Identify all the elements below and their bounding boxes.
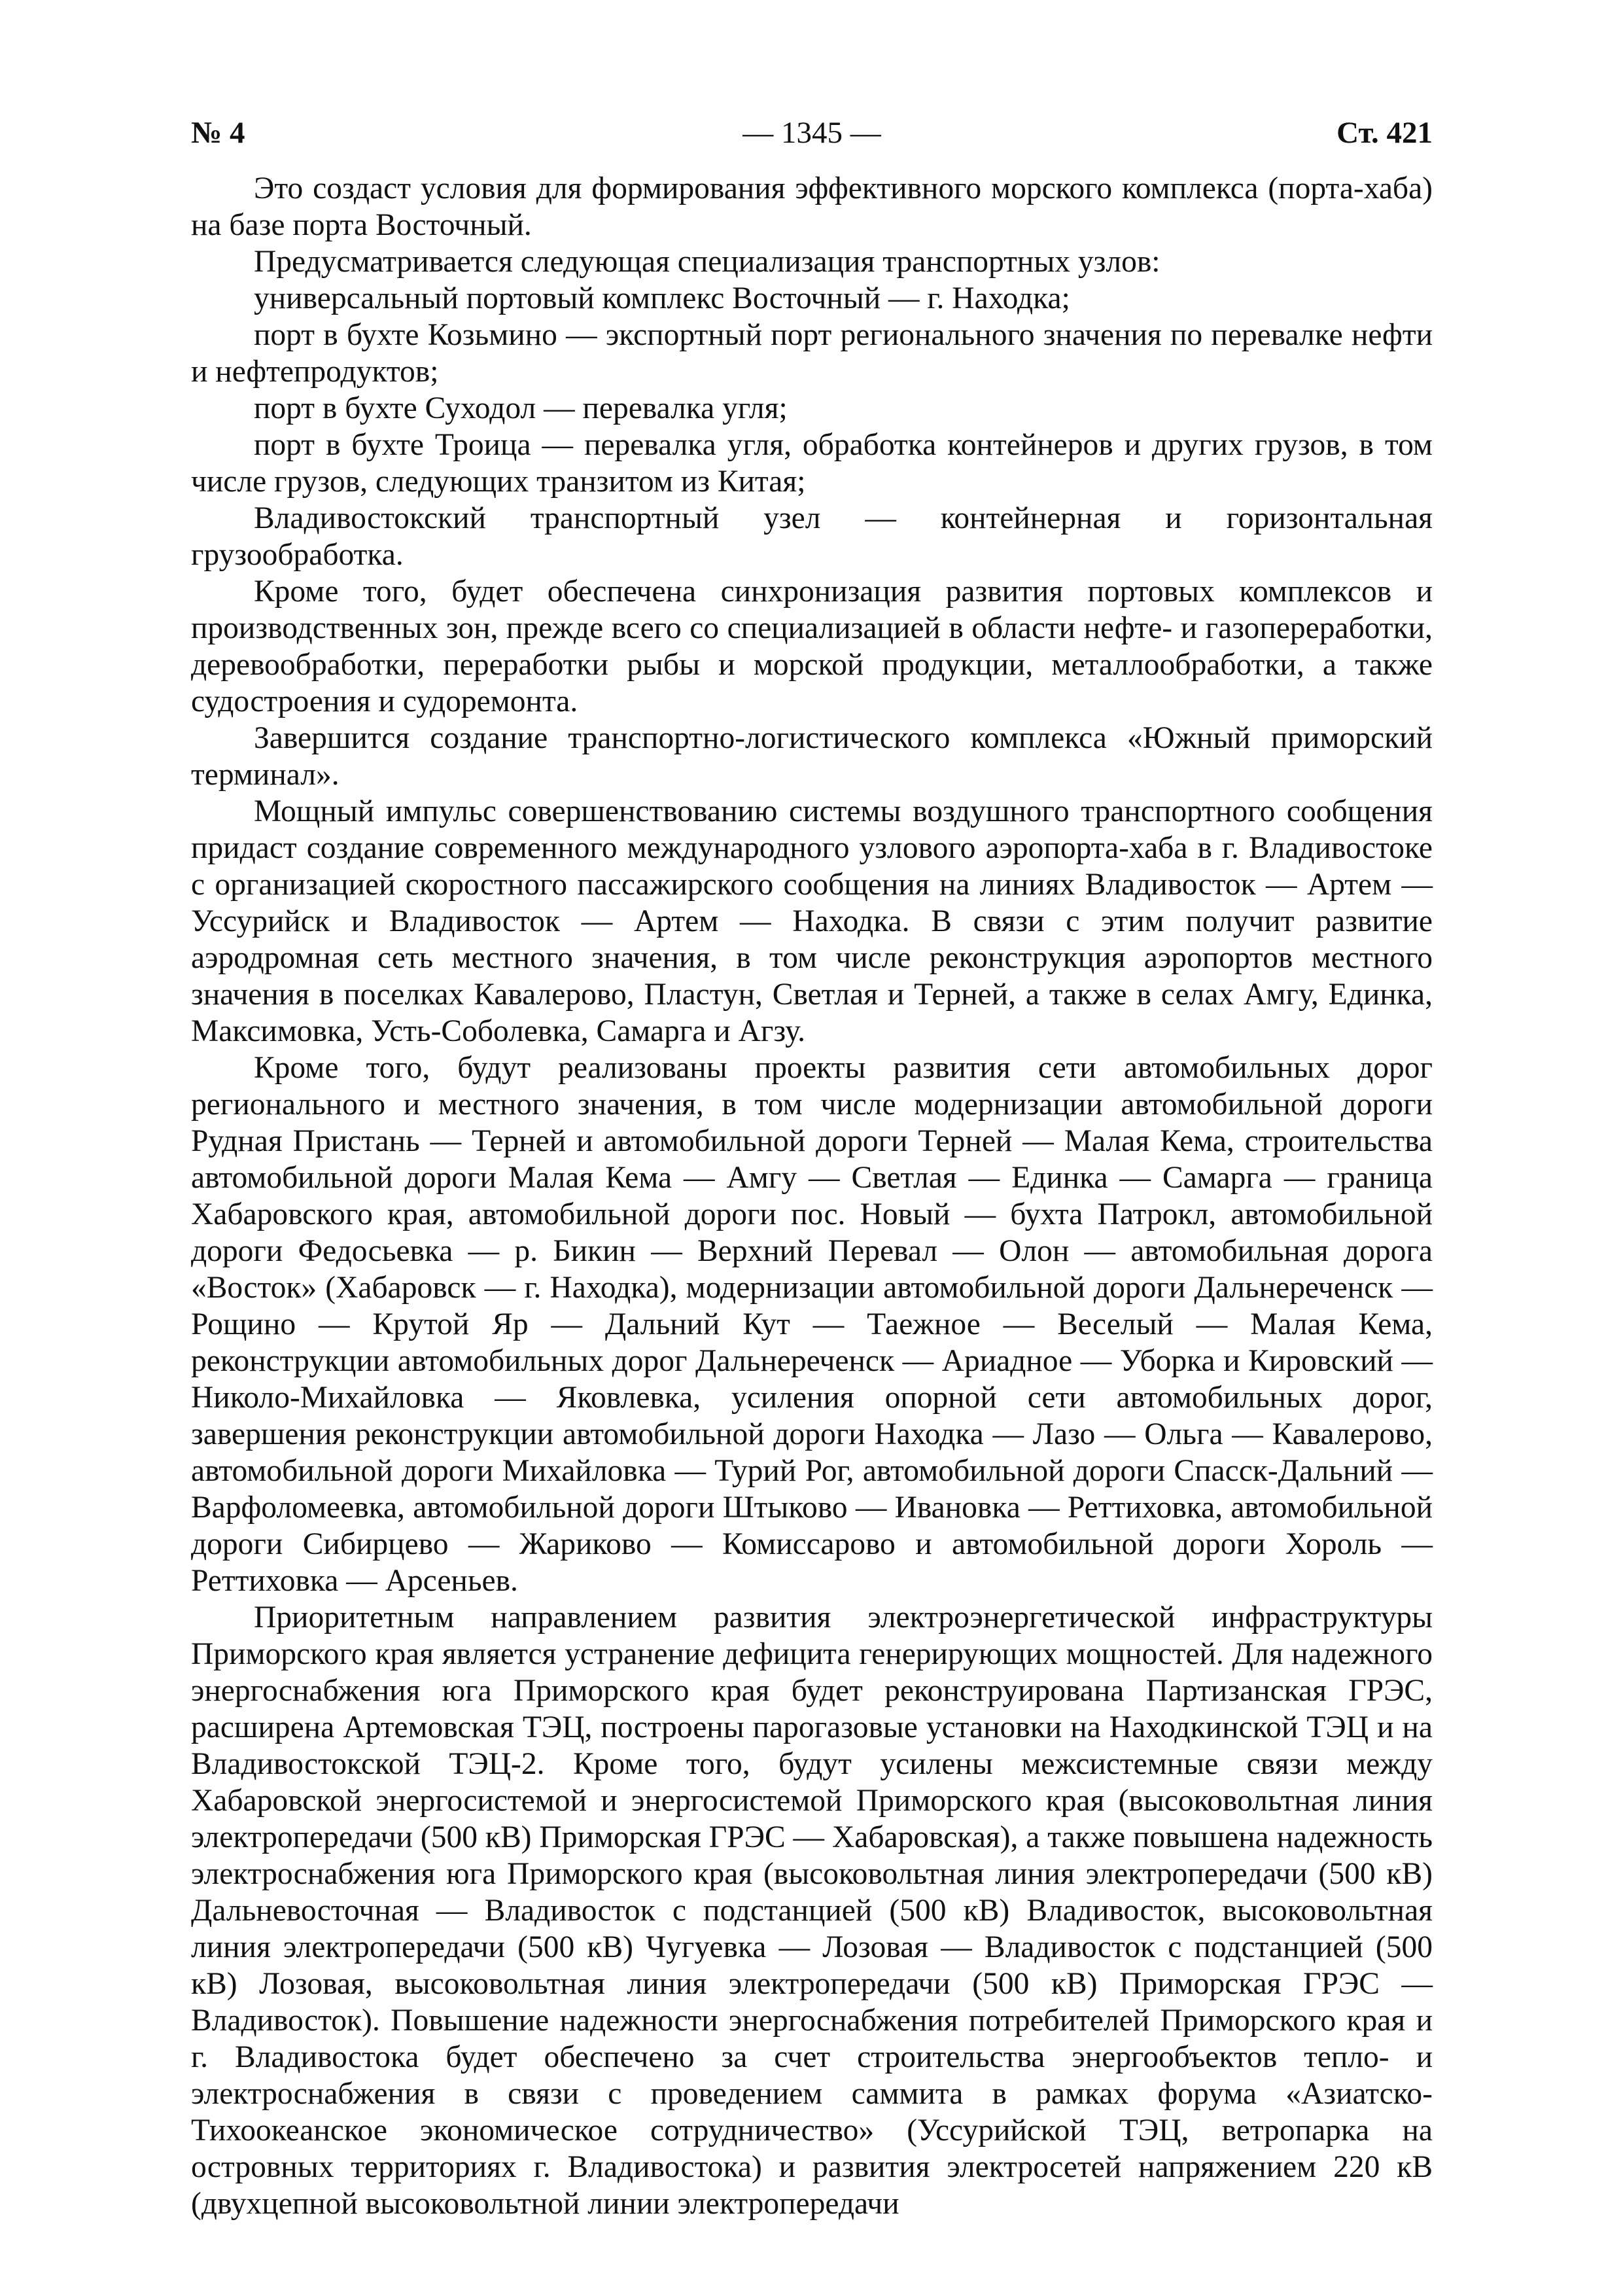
paragraph: Завершится создание транспортно-логистического комплекса «Южный приморский терминал».	[191, 721, 1433, 792]
paragraph: порт в бухте Козьмино — экспортный порт регионального значения по перевалке нефти и нефтепродуктов;	[191, 318, 1433, 389]
page-number: — 1345 —	[742, 116, 881, 150]
issue-number: № 4	[191, 116, 245, 150]
paragraph: Приоритетным направлением развития электроэнергетической инфраструктуры Приморского края является устранение дефицита генерирующих мощностей. Для надежного энергоснабжения юга Приморского края будет реконструирована Партизанская ГРЭС, расширена Артемовская ТЭЦ, построены парогазовые установки на Находкинской ТЭЦ и на Владивостокской ТЭЦ-2. Кроме того, будут усилены межсистемные связи между Хабаровской энергосистемой и энергосистемой Приморского края (высоковольтная линия электропередачи (500 кВ) Приморская ГРЭС — Хабаровская), а также повышена надежность электроснабжения юга Приморского края (высоковольтная линия электропередачи (500 кВ) Дальневосточная — Владивосток с подстанцией (500 кВ) Владивосток, высоковольтная линия электропередачи (500 кВ) Чугуевка — Лозовая — Владивосток с подстанцией (500 кВ) Лозовая, высоковольтная линия электропередачи (500 кВ) Приморская ГРЭС — Владивосток). Повышение надежности энергоснабжения потребителей Приморского края и г. Владивостока будет обеспечено за счет строительства энергообъектов тепло- и электроснабжения в связи с проведением саммита в рамках форума «Азиатско-Тихоокеанское экономическое сотрудничество» (Уссурийской ТЭЦ, ветропарка на островных территориях г. Владивостока) и развития электросетей напряжением 220 кВ (двухцепной высоковольтной линии электропередачи	[191, 1600, 1433, 2221]
paragraph: универсальный портовый комплекс Восточный — г. Находка;	[254, 281, 1070, 315]
document-body	[191, 170, 1433, 2222]
paragraph: Кроме того, будет обеспечена синхронизация развития портовых комплексов и производственных зон, прежде всего со специализацией в области нефте- и газопереработки, деревообработки, переработки рыбы и морской продукции, металлообработки, а также судостроения и судоремонта.	[191, 574, 1433, 718]
paragraph: порт в бухте Троица — перевалка угля, обработка контейнеров и других грузов, в том числе грузов, следующих транзитом из Китая;	[191, 428, 1433, 499]
page-header	[191, 110, 1433, 156]
paragraph: Предусматривается следующая специализация транспортных узлов:	[254, 245, 1161, 279]
paragraph: порт в бухте Суходол — перевалка угля;	[254, 391, 788, 425]
paragraph: Это создаст условия для формирования эффективного морского комплекса (порта-хаба) на базе порта Восточный.	[191, 171, 1433, 242]
paragraph: Мощный импульс совершенствованию системы воздушного транспортного сообщения придаст создание современного международного узлового аэропорта-хаба в г. Владивостоке с организацией скоростного пассажирского сообщения на линиях Владивосток — Артем — Уссурийск и Владивосток — Артем — Находка. В связи с этим получит развитие аэродромная сеть местного значения, в том числе реконструкция аэропортов местного значения в поселках Кавалерово, Пластун, Светлая и Терней, а также в селах Амгу, Единка, Максимовка, Усть-Соболевка, Самарга и Агзу.	[191, 794, 1433, 1048]
article-number: Ст. 421	[1336, 116, 1433, 150]
paragraph: Кроме того, будут реализованы проекты развития сети автомобильных дорог регионального и местного значения, в том числе модернизации автомобильной дороги Рудная Пристань — Терней и автомобильной дороги Терней — Малая Кема, строительства автомобильной дороги Малая Кема — Амгу — Светлая — Единка — Самарга — граница Хабаровского края, автомобильной дороги пос. Новый — бухта Патрокл, автомобильной дороги Федосьевка — р. Бикин — Верхний Перевал — Олон — автомобильная дорога «Восток» (Хабаровск — г. Находка), модернизации автомобильной дороги Дальнереченск — Рощино — Крутой Яр — Дальний Кут — Таежное — Веселый — Малая Кема, реконструкции автомобильных дорог Дальнереченск — Ариадное — Уборка и Кировский — Николо-Михайловка — Яковлевка, усиления опорной сети автомобильных дорог, завершения реконструкции автомобильной дороги Находка — Лазо — Ольга — Кавалерово, автомобильной дороги Михайловка — Турий Рог, автомобильной дороги Спасск-Дальний — Варфоломеевка, автомобильной дороги Штыково — Ивановка — Реттиховка, автомобильной дороги Сибирцево — Жариково — Комиссарово и автомобильной дороги Хороль — Реттиховка — Арсеньев.	[191, 1051, 1433, 1598]
paragraph: Владивостокский транспортный узел — контейнерная и горизонтальная грузообработка.	[191, 501, 1433, 572]
